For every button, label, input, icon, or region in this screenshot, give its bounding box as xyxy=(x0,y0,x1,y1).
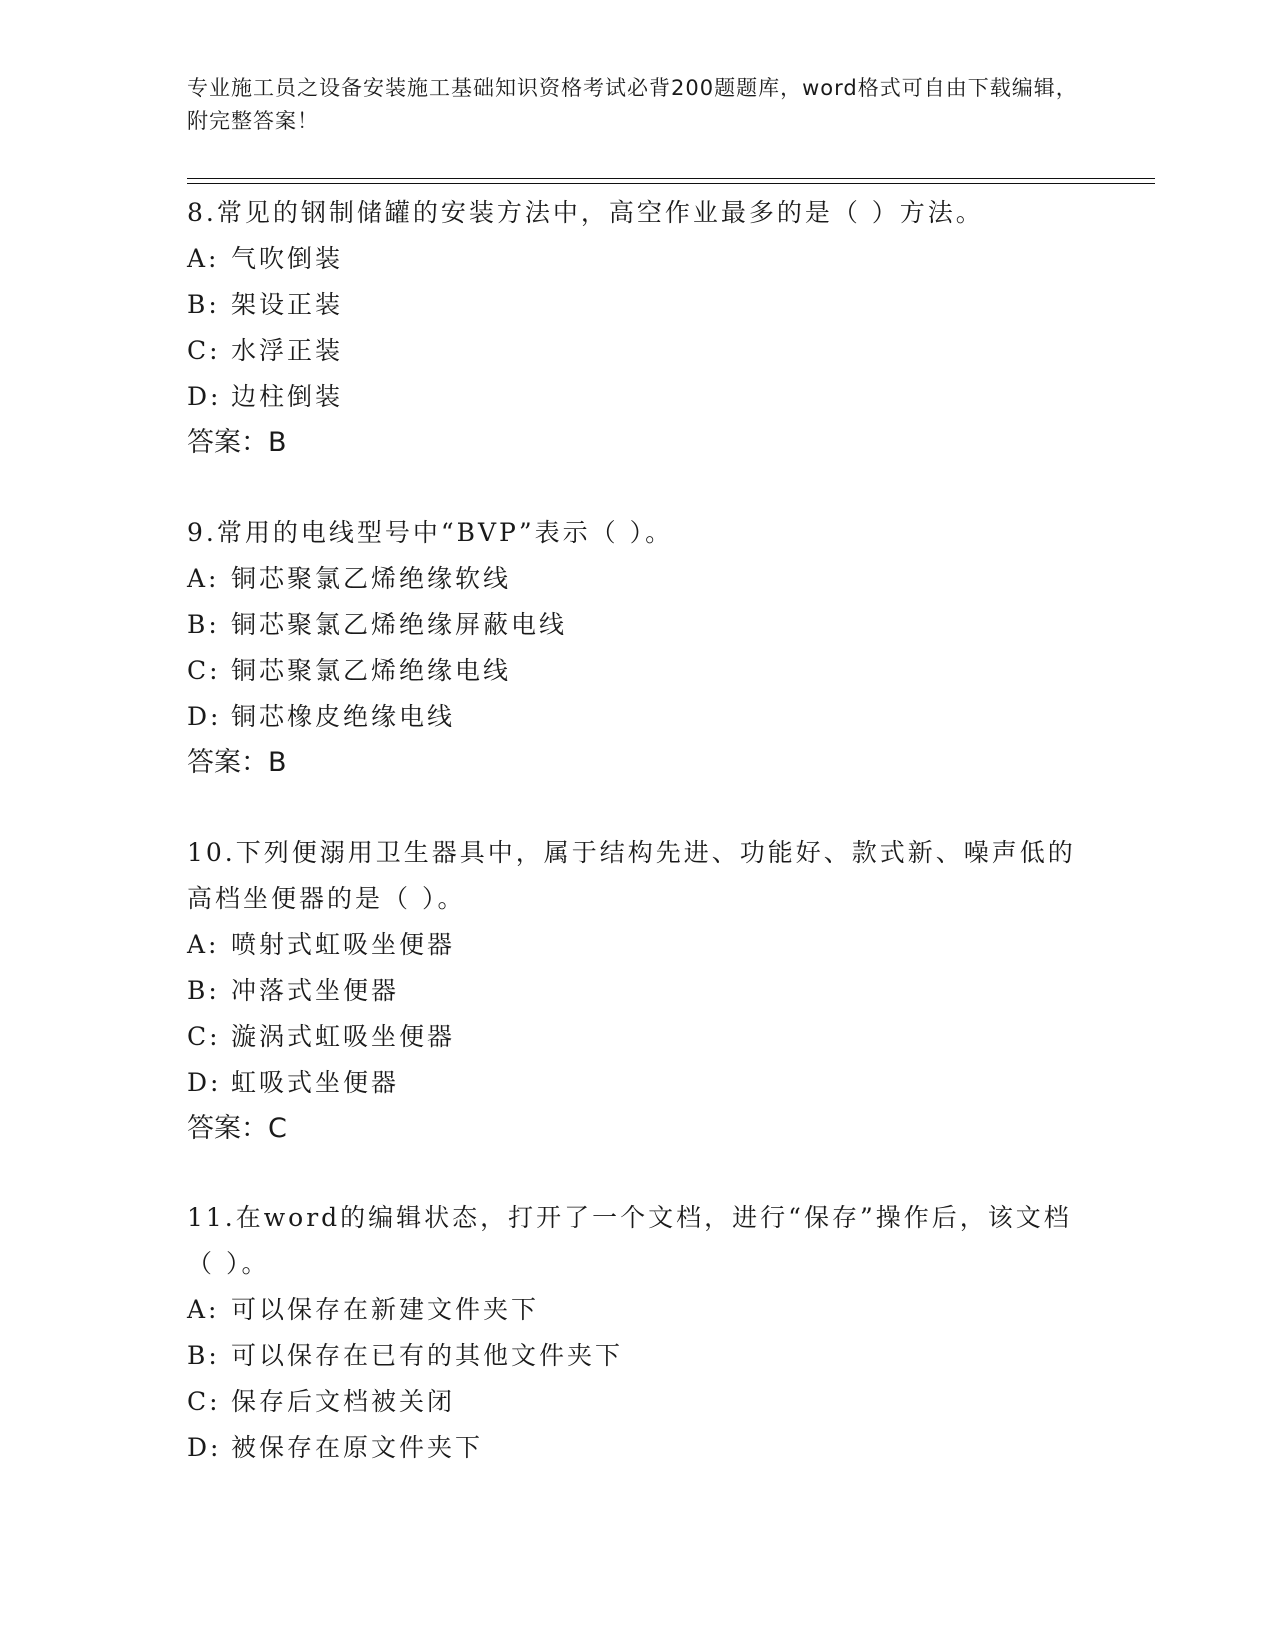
option-key: B: xyxy=(187,610,220,639)
option-text: 保存后文档被关闭 xyxy=(231,1387,456,1416)
option-text: 被保存在原文件夹下 xyxy=(231,1433,484,1462)
option-key: B: xyxy=(187,976,220,1005)
question-10 xyxy=(187,830,1087,1152)
option-text: 喷射式虹吸坐便器 xyxy=(231,930,456,959)
option-key: A: xyxy=(187,1295,220,1324)
option-key: A: xyxy=(187,564,220,593)
option-b xyxy=(187,282,1087,328)
option-text: 边柱倒装 xyxy=(231,382,344,411)
option-key: C: xyxy=(187,1022,221,1051)
option-key: D: xyxy=(187,702,222,731)
option-a xyxy=(187,922,1087,968)
option-key: D: xyxy=(187,1068,222,1097)
answer-line: 答案：B xyxy=(187,747,287,778)
option-d xyxy=(187,694,1087,740)
option-key: C: xyxy=(187,336,221,365)
option-c xyxy=(187,1379,1087,1425)
option-key: A: xyxy=(187,244,220,273)
option-text: 铜芯橡皮绝缘电线 xyxy=(231,702,456,731)
option-key: D: xyxy=(187,1433,222,1462)
option-d xyxy=(187,1425,1087,1471)
option-key: B: xyxy=(187,290,220,319)
option-b xyxy=(187,602,1087,648)
option-key: C: xyxy=(187,1387,221,1416)
option-text: 可以保存在已有的其他文件夹下 xyxy=(231,1341,624,1370)
header-divider-bottom xyxy=(187,183,1155,184)
option-c xyxy=(187,328,1087,374)
question-9 xyxy=(187,510,1087,786)
option-text: 铜芯聚氯乙烯绝缘屏蔽电线 xyxy=(231,610,568,639)
option-key: A: xyxy=(187,930,220,959)
question-stem: 11.在word的编辑状态，打开了一个文档，进行“保存”操作后，该文档（ ）。 xyxy=(187,1203,1072,1278)
option-a xyxy=(187,236,1087,282)
option-text: 虹吸式坐便器 xyxy=(231,1068,400,1097)
question-stem: 10.下列便溺用卫生器具中，属于结构先进、功能好、款式新、噪声低的高档坐便器的是（ ）。 xyxy=(187,838,1076,913)
option-text: 水浮正装 xyxy=(231,336,344,365)
option-a xyxy=(187,556,1087,602)
option-b xyxy=(187,968,1087,1014)
document-header: 专业施工员之设备安装施工基础知识资格考试必背200题题库，word格式可自由下载编辑，附完整答案！ xyxy=(187,76,1078,133)
question-stem: 8.常见的钢制储罐的安装方法中，高空作业最多的是（ ）方法。 xyxy=(187,198,984,227)
question-stem: 9.常用的电线型号中“BVP”表示（ ）。 xyxy=(187,518,674,547)
option-text: 铜芯聚氯乙烯绝缘电线 xyxy=(231,656,512,685)
option-b xyxy=(187,1333,1087,1379)
option-d xyxy=(187,1060,1087,1106)
option-text: 漩涡式虹吸坐便器 xyxy=(231,1022,456,1051)
option-key: C: xyxy=(187,656,221,685)
question-8 xyxy=(187,190,1087,466)
option-c xyxy=(187,1014,1087,1060)
option-text: 气吹倒装 xyxy=(231,244,344,273)
option-text: 架设正装 xyxy=(231,290,344,319)
option-text: 铜芯聚氯乙烯绝缘软线 xyxy=(231,564,512,593)
answer-line: 答案：C xyxy=(187,1113,287,1144)
option-text: 可以保存在新建文件夹下 xyxy=(231,1295,540,1324)
option-d xyxy=(187,374,1087,420)
question-11 xyxy=(187,1195,1087,1471)
option-a xyxy=(187,1287,1087,1333)
option-key: B: xyxy=(187,1341,220,1370)
option-text: 冲落式坐便器 xyxy=(231,976,400,1005)
answer-line: 答案：B xyxy=(187,427,287,458)
option-key: D: xyxy=(187,382,222,411)
option-c xyxy=(187,648,1087,694)
header-divider-top xyxy=(187,178,1155,179)
